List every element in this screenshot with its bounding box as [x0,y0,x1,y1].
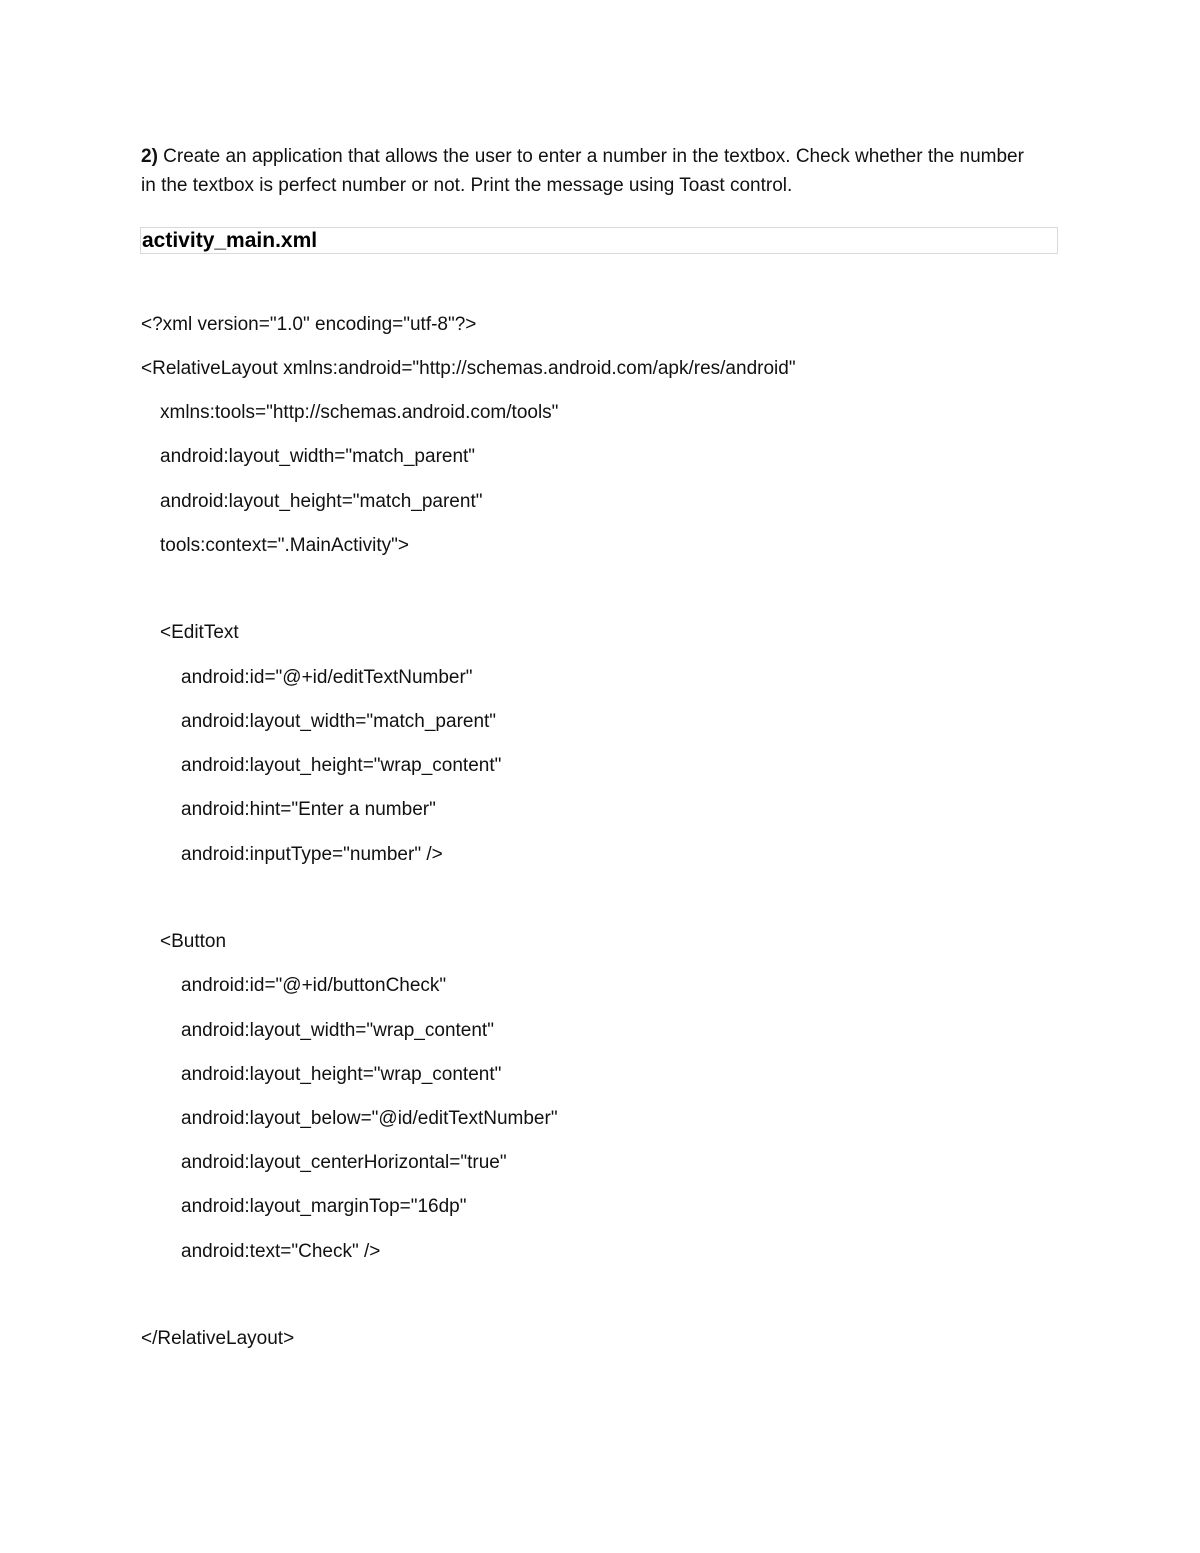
code-line: android:inputType="number" /> [181,844,443,865]
question-text: Create an application that allows the user to enter a number in the textbox. Check whether the number in the textbox is perfect number or not. Print the message using Toast control. [141,146,1024,196]
question-paragraph [141,142,1041,200]
code-line: android:layout_below="@id/editTextNumber" [181,1108,558,1129]
code-line: android:layout_centerHorizontal="true" [181,1152,507,1173]
code-line: android:text="Check" /> [181,1241,381,1262]
code-line: <Button [160,931,227,952]
code-line: <?xml version="1.0" encoding="utf-8"?> [141,314,477,335]
file-heading: activity_main.xml [140,227,1058,254]
code-line: android:layout_width="match_parent" [181,711,497,732]
code-line: android:layout_width="match_parent" [160,446,476,467]
code-line: </RelativeLayout> [141,1328,295,1349]
code-line: <RelativeLayout xmlns:android="http://schemas.android.com/apk/res/android" [141,358,796,379]
question-number: 2) [141,146,158,167]
code-line: android:id="@+id/buttonCheck" [181,975,447,996]
code-line: <EditText [160,622,239,643]
code-line: android:layout_height="match_parent" [160,491,483,512]
code-line: android:layout_marginTop="16dp" [181,1196,467,1217]
code-line: tools:context=".MainActivity"> [160,535,409,556]
code-line: android:hint="Enter a number" [181,799,436,820]
code-line: android:layout_width="wrap_content" [181,1020,494,1041]
code-line: android:layout_height="wrap_content" [181,755,502,776]
code-line: xmlns:tools="http://schemas.android.com/tools" [160,402,559,423]
code-line: android:id="@+id/editTextNumber" [181,667,473,688]
code-line: android:layout_height="wrap_content" [181,1064,502,1085]
